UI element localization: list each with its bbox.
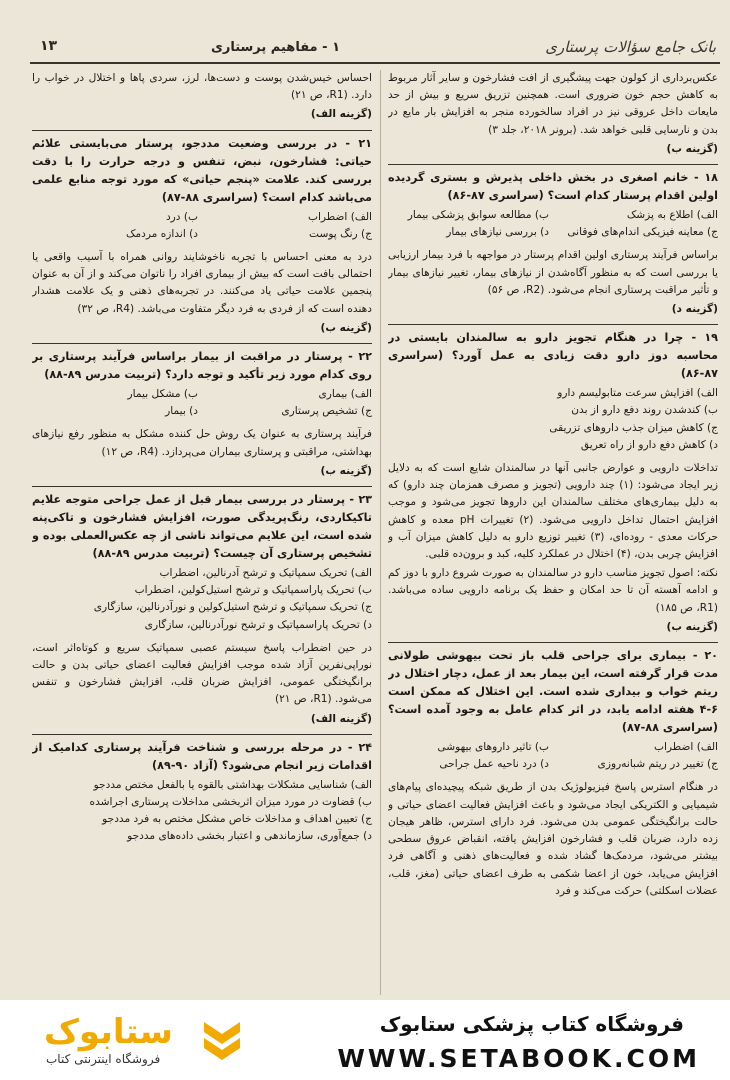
logo-word: ستابوک (44, 1012, 173, 1052)
option-d: د) جمع‌آوری، سازماندهی و اعتبار بخشی داده‌های مددجو (127, 830, 372, 843)
option-a: الف) بیماری (318, 388, 372, 401)
store-url[interactable]: WWW.SETABOOK.COM (337, 1044, 700, 1073)
options (40, 777, 372, 846)
option-a: الف) اضطراب (653, 741, 718, 754)
question-separator (32, 734, 372, 735)
option-c: ج) تعیین اهداف و مداخلات خاص مشکل مختص به فرد مددجو (102, 813, 372, 826)
question-text: ۲۱ - در بررسی وضعیت مددجو، پرستار می‌بایستی علائم حیاتی: فشارخون، نبض، تنفس و درجه حرارت را با دقت بررسی کند. علامت «پنجم حیاتی» که مورد توجه منابع علمی می‌باشد کدام است؟ (سراسری ۸۸-۸۷) (32, 136, 372, 204)
question-separator (388, 164, 718, 165)
continued-text: عکس‌برداری از کولون جهت پیشگیری از افت فشارخون و سایر آثار مربوط به کاهش حجم خون ضروری است. همچنین تزریق سریع و بیش از حد مایعات داخل عروقی نیز در افراد سالخورده منجر به افزایش بار مایع در بدن و نارسایی قلبی خواهد شد. (برونر ۲۰۱۸، جلد ۳) (388, 72, 718, 136)
question-text: ۲۲ - پرستار در مراقبت از بیمار براساس فرآیند پرستاری بر روی کدام مورد زیر تأکید و توجه دارد؟ (تربیت مدرس ۸۹-۸۸) (32, 350, 372, 382)
question-separator (32, 130, 372, 131)
left-column (32, 70, 372, 995)
question-18 (388, 169, 718, 318)
option-d: د) بیمار (165, 405, 198, 418)
store-name: فروشگاه کتاب پزشکی ستابوک (379, 1012, 684, 1036)
option-a: الف) اضطراب (307, 210, 372, 223)
option-d: د) کاهش دفع دارو از راه تعریق (580, 438, 718, 451)
option-b: ب) کندشدن روند دفع دارو از بدن (571, 404, 718, 417)
question-24 (32, 739, 372, 846)
store-logo[interactable] (26, 1010, 236, 1072)
options (32, 386, 372, 420)
option-b: ب) تحریک پاراسمپاتیک و ترشح استیل‌کولین، اضطراب (134, 584, 372, 597)
book-title: بانک جامع سؤالات پرستاری (545, 38, 716, 56)
answer-label: (گزینه الف) (310, 108, 372, 121)
option-b: ب) تاثیر داروهای بیهوشی (437, 741, 549, 754)
right-column (388, 70, 718, 995)
option-b: ب) مشکل بیمار (127, 388, 198, 401)
answer-label: (گزینه ب) (320, 321, 372, 334)
option-d: د) اندازه مردمک (125, 227, 198, 240)
answer-label: (گزینه الف) (310, 712, 372, 725)
question-text: ۲۰ - بیماری برای جراحی قلب باز تحت بیهوشی طولانی مدت قرار گرفته است، این بیمار بعد از عمل، دچار اختلال در ریتم خواب و بیداری شده است. این اختلال که ممکن است ۶-۴ هفته ادامه یابد، در اثر کدام عامل به وجود آمده است؟ (سراسری ۸۸-۸۷) (388, 649, 718, 735)
question-separator (388, 324, 718, 325)
answer-label: (گزینه ب) (666, 142, 718, 155)
promo-footer (0, 1000, 730, 1080)
option-c: ج) معاینه فیزیکی اندام‌های فوقانی (567, 226, 718, 239)
question-separator (32, 343, 372, 344)
answer-label: (گزینه ب) (666, 620, 718, 633)
note: نکته: اصول تجویز مناسب دارو در سالمندان به صورت شروع دارو با دوز کم و ادامه آهسته آن تا حد امکان و حفظ یک برنامه دارویی ساده می‌باشد. (R1، ص ۱۸۵) (388, 567, 718, 614)
header-rule (30, 62, 720, 64)
question-19 (388, 329, 718, 636)
option-c: ج) کاهش میزان جذب داروهای تزریقی (549, 421, 718, 434)
question-separator (32, 486, 372, 487)
chapter-title: ۱ - مفاهیم پرستاری (210, 40, 340, 55)
answer-label: (گزینه د) (671, 303, 718, 316)
explanation: در حین اضطراب پاسخ سیستم عصبی سمپاتیک سریع و کوتاه‌اثر است، نوراپی‌نفرین آزاد شده موجب افزایش فعالیت اعضای حیاتی بدن و حالت برانگیختگی عمومی، افزایش ضربان قلب، افزایش فشارخون و تنفس می‌شود. (R1، ص ۲۱) (32, 641, 372, 706)
column-divider (380, 70, 381, 995)
question-21 (32, 135, 372, 337)
continued-text: احساس خیس‌شدن پوست و دست‌ها، لرز، سردی پاها و اختلال در خواب را دارد. (R1، ص ۲۱) (32, 72, 372, 102)
option-c: ج) تشخیص پرستاری (281, 405, 372, 418)
option-d: د) بررسی نیازهای بیمار (446, 226, 549, 239)
option-b: ب) درد (165, 210, 198, 223)
page-number: ۱۳ (40, 38, 58, 54)
option-b: ب) قضاوت در مورد میزان اثربخشی مداخلات پرستاری اجراشده (89, 796, 372, 809)
explanation: براساس فرآیند پرستاری اولین اقدام پرستار در مواجهه با فرد بیمار ارزیابی یا بررسی است که به منظور آگاه‌شدن از نیازهای بیمار، تغییر نیازهای بیمار و تأثیر مراقبت پرستاری انجام می‌شود. (R2، ص ۵۶) (388, 249, 718, 296)
logo-chevron-icon (202, 1018, 242, 1064)
option-d: د) تحریک پاراسمپاتیک و ترشح نورآدرنالین، سازگاری (144, 618, 372, 631)
options (388, 739, 718, 773)
options (40, 565, 372, 634)
option-c: ج) تحریک سمپاتیک و ترشح استیل‌کولین و نورآدرنالین، سازگاری (93, 601, 372, 614)
question-text: ۱۸ - خانم اصغری در بخش داخلی پذیرش و بستری گردیده اولین اقدام پرستار کدام است؟ (سراسری ۸۷-۸۶) (388, 171, 718, 203)
options (388, 207, 718, 241)
option-b: ب) مطالعه سوابق پزشکی بیمار (407, 209, 549, 222)
logo-tagline: فروشگاه اینترنتی کتاب (46, 1052, 161, 1066)
option-d: د) درد ناحیه عمل جراحی (439, 758, 549, 771)
explanation: تداخلات دارویی و عوارض جانبی آنها در سالمندان شایع است که به دلایل زیر ایجاد می‌شود: (۱) چند دارویی (تجویز و مصرف همزمان چند دارو) که به دلیل بیماری‌های مختلف سالمندان این داروها تجویز می‌شود و موجب افزایش احتمال تداخل دارویی می‌شود. (۲) تغییرات pH معده و کاهش حرکات معدی - روده‌ای، (۳) تغییر توزیع دارو به دلیل کاهش میزان آب و افزایش چربی بدن، (۴) اختلال در عملکرد کلیه، کبد و برون‌ده قلبی. (388, 462, 718, 561)
option-c: ج) تغییر در ریتم شبانه‌روزی (597, 758, 718, 771)
explanation: فرآیند پرستاری به عنوان یک روش حل کننده مشکل به منظور رفع نیازهای بهداشتی، مراقبتی و پرستاری بیماران می‌پردازد. (R4، ص ۱۲) (32, 428, 372, 458)
option-a: الف) افزایش سرعت متابولیسم دارو (557, 387, 718, 400)
question-22 (32, 348, 372, 480)
question-text: ۲۴ - در مرحله بررسی و شناخت فرآیند پرستاری کدامیک از اقدامات زیر انجام می‌شود؟ (آزاد ۹۰-۸۹) (32, 740, 372, 772)
question-separator (388, 642, 718, 643)
explanation: در هنگام استرس پاسخ فیزیولوژیک بدن از طریق شبکه پیچیده‌ای پیام‌های شیمیایی و الکتریکی ایجاد می‌شود و باعث افزایش فعالیت اعضای حیاتی و حالت برانگیختگی عمومی بدن می‌شود. فرد دارای استرس، ظاهر هیجان زده دارد، ضربان قلب و فشارخون افزایش یافته، انقباض عروق سطحی بیشتر می‌شود، مردمک‌ها گشاد شده و فعالیت‌های ذهنی و آگاهی فرد افزایش می‌یابد، خون از اعضا شکمی به طرف اعضای حیاتی (مغز، قلب، عضلات اسکلتی) حرکت می‌کند و فرد (388, 781, 718, 897)
page-header (30, 36, 720, 64)
options (32, 209, 372, 243)
option-c: ج) رنگ پوست (309, 227, 372, 240)
options (396, 385, 718, 454)
explanation: درد به معنی احساس با تجربه ناخوشایند روانی همراه با آسیب واقعی یا احتمالی بافت است که بیش از بیماری افراد را ناتوان می‌کند و از آن به عنوان پنجمین علامت حیاتی یاد می‌کنند. در تجربه‌های ذهنی و یک علامت هشدار دهنده است که از فردی به فرد دیگر متفاوت می‌باشد. (R4، ص ۳۲) (32, 251, 372, 315)
question-23 (32, 491, 372, 728)
answer-label: (گزینه ب) (320, 464, 372, 477)
question-20 (388, 647, 718, 900)
option-a: الف) تحریک سمپاتیک و ترشح آدرنالین، اضطراب (159, 567, 372, 580)
question-text: ۱۹ - چرا در هنگام تجویز دارو به سالمندان بایستی در محاسبه دوز دارو دقت زیادی به عمل آورد؟ (سراسری ۸۷-۸۶) (388, 331, 718, 381)
question-text: ۲۳ - پرستار در بررسی بیمار قبل از عمل جراحی متوجه علایم تاکیکاردی، رنگ‌پریدگی صورت، افزایش فشارخون و تاکی‌پنه شده است، این علایم می‌تواند ناشی از چه عکس‌العملی بوده و تشخیص پرستاری آن چیست؟ (تربیت مدرس ۸۹-۸۸) (32, 493, 372, 561)
option-a: الف) شناسایی مشکلات بهداشتی بالقوه یا بالفعل مختص مددجو (93, 778, 372, 791)
option-a: الف) اطلاع به پزشک (626, 209, 718, 222)
